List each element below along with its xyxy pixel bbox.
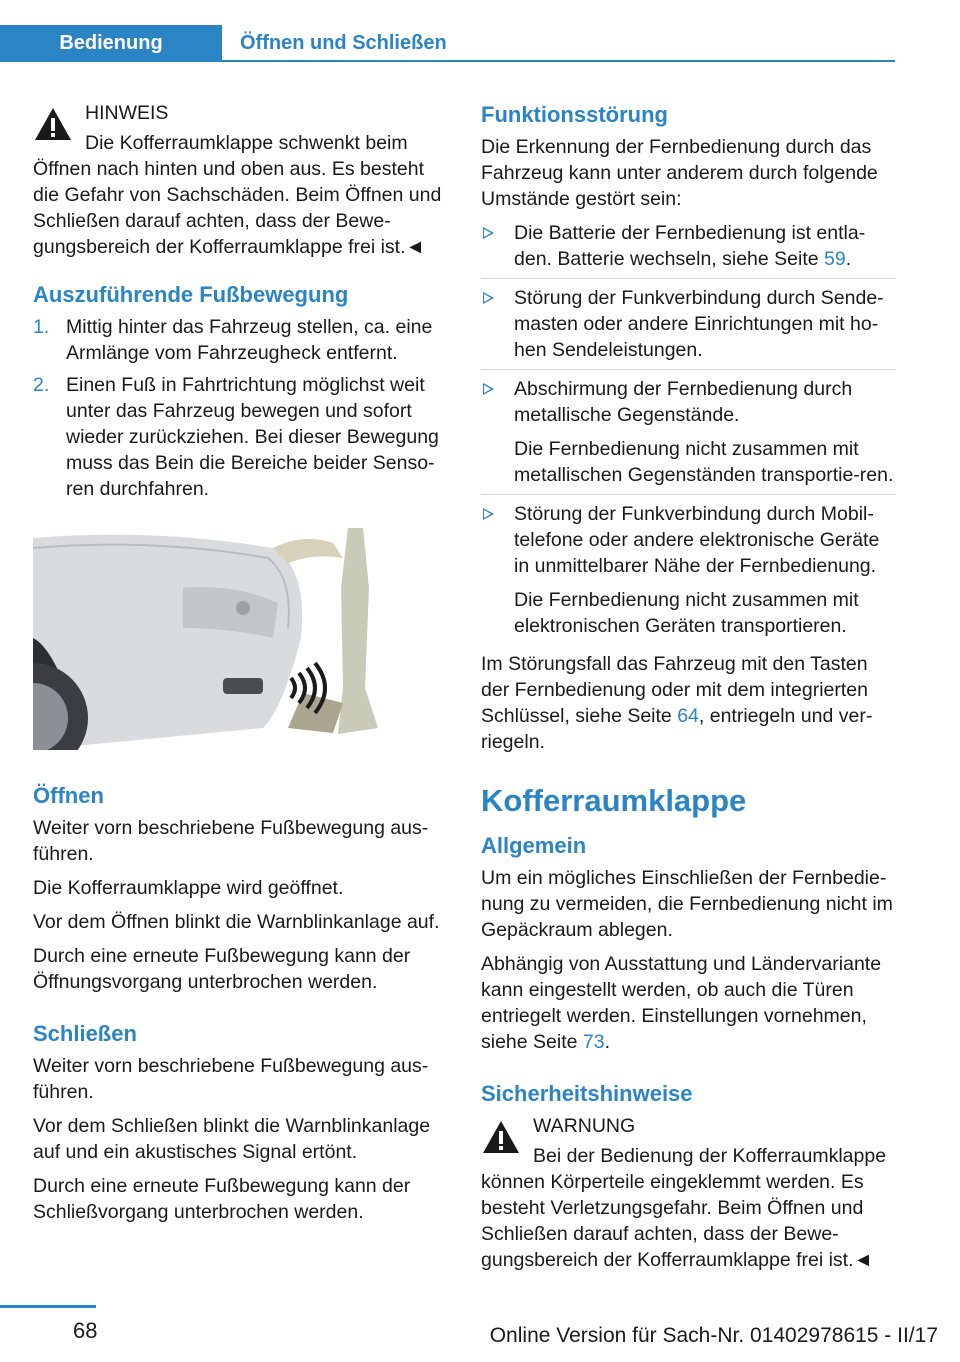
list-item	[481, 285, 896, 370]
online-version-text: Online Version für Sach-Nr. 01402978615 - II/17	[489, 1324, 938, 1347]
section-title-open: Öffnen	[33, 783, 104, 808]
page-link-59[interactable]: 59	[824, 248, 846, 270]
footer-rule	[0, 1305, 96, 1308]
notice-text: Öffnen nach hinten und oben aus. Es besteht die Gefahr von Sachschäden. Beim Öffnen und Schließen darauf achten, dass der Bewe-gungsbereich der Kofferraumklappe frei ist.◄	[33, 158, 442, 258]
page-header	[0, 0, 960, 62]
bullet-triangle-icon	[483, 292, 494, 304]
bullet-text: Die Batterie der Fernbedienung ist entla-den. Batterie wechseln, siehe Seite	[514, 222, 866, 270]
right-column	[481, 100, 896, 1293]
warning-box	[481, 1113, 896, 1273]
notice-text-first: Die Kofferraumklappe schwenkt beim	[85, 132, 408, 154]
bullet-subtext: Die Fernbedienung nicht zusammen mit elektronischen Geräten transportieren.	[514, 589, 859, 637]
step-item	[33, 372, 448, 502]
bullet-triangle-icon	[483, 383, 494, 395]
chapter-title-trunk: Kofferraumklappe	[481, 783, 747, 818]
step-text: Einen Fuß in Fahrtrichtung möglichst weit unter das Fahrzeug bewegen und sofort wieder zurückziehen. Bei dieser Bewegung muss das Bein die Bereiche beider Senso-ren durchfahren.	[66, 374, 439, 500]
warning-icon	[481, 1119, 521, 1155]
page-link-73[interactable]: 73	[582, 1031, 605, 1053]
warning-text-first: Bei der Bedienung der Kofferraumklappe	[533, 1145, 887, 1167]
page-link-64[interactable]: 64	[677, 705, 699, 727]
open-paragraph: Weiter vorn beschriebene Fußbewegung aus-führen.	[33, 817, 429, 865]
steps-list	[33, 314, 448, 502]
bullet-text: Abschirmung der Fernbedienung durch metallische Gegenstände.	[514, 378, 853, 426]
close-paragraph: Vor dem Schließen blinkt die Warnblinkanlage auf und ein akustisches Signal ertönt.	[33, 1115, 431, 1163]
bullet-text: Störung der Funkverbindung durch Sende-masten oder andere Einrichtungen mit ho-hen Sendeleistungen.	[514, 287, 884, 361]
foot-movement-illustration	[33, 528, 388, 750]
warning-icon	[33, 106, 73, 142]
step-number: 2.	[33, 374, 50, 396]
bullet-text: Störung der Funkverbindung durch Mobil-telefone oder andere elektronische Geräte in unmittelbarer Nähe der Fernbedienung.	[514, 503, 880, 577]
bullet-triangle-icon	[483, 227, 494, 239]
open-paragraph: Durch eine erneute Fußbewegung kann der Öffnungsvorgang unterbrochen werden.	[33, 945, 411, 993]
step-number: 1.	[33, 316, 50, 338]
notice-box	[33, 100, 448, 260]
step-text: Mittig hinter das Fahrzeug stellen, ca. eine Armlänge vom Fahrzeugheck entfernt.	[66, 316, 433, 364]
warning-title: WARNUNG	[533, 1115, 636, 1137]
warning-text: können Körperteile eingeklemmt werden. Es besteht Verletzungsgefahr. Beim Öffnen und Schließen darauf achten, dass der Bewe-gungsbereich der Kofferraumklappe frei ist.◄	[481, 1171, 873, 1271]
list-item	[481, 376, 896, 495]
page-number: 68	[73, 1318, 98, 1343]
step-item	[33, 314, 448, 366]
header-rule	[0, 60, 895, 62]
section-title-malfunction: Funktionsstörung	[481, 102, 668, 127]
section-tab-oeffnen-schliessen: Öffnen und Schließen	[240, 31, 447, 54]
close-paragraph: Weiter vorn beschriebene Fußbewegung aus-führen.	[33, 1055, 429, 1103]
open-paragraph: Die Kofferraumklappe wird geöffnet.	[33, 877, 344, 899]
section-tab-bedienung: Bedienung	[0, 25, 222, 61]
section-title-foot-movement: Auszuführende Fußbewegung	[33, 282, 349, 307]
close-paragraph: Durch eine erneute Fußbewegung kann der Schließvorgang unterbrochen werden.	[33, 1175, 411, 1223]
list-item: Die Batterie der Fernbedienung ist entla-den. Batterie wechseln, siehe Seite 59.	[481, 220, 896, 279]
fallback-paragraph: Im Störungsfall das Fahrzeug mit den Tasten der Fernbedienung oder mit dem integrierten Schlüssel, siehe Seite 64, entriegeln und ver-riegeln.	[481, 653, 873, 753]
bullet-triangle-icon	[483, 508, 494, 520]
malfunction-intro: Die Erkennung der Fernbedienung durch das Fahrzeug kann unter anderem durch folgende Umstände gestört sein:	[481, 136, 878, 210]
general-paragraph: Um ein mögliches Einschließen der Fernbedie-nung zu vermeiden, die Fernbedienung nicht im Gepäckraum ablegen.	[481, 867, 893, 941]
left-column	[33, 100, 448, 1233]
malfunction-list	[481, 220, 896, 645]
open-paragraph: Vor dem Öffnen blinkt die Warnblinkanlage auf.	[33, 911, 440, 933]
section-title-safety: Sicherheitshinweise	[481, 1081, 693, 1106]
list-item	[481, 501, 896, 645]
general-paragraph: Abhängig von Ausstattung und Ländervariante kann eingestellt werden, ob auch die Türen entriegelt werden. Einstellungen vornehmen, siehe Seite 73.	[481, 953, 882, 1053]
bullet-subtext: Die Fernbedienung nicht zusammen mit metallischen Gegenständen transportie-ren.	[514, 438, 894, 486]
section-title-close: Schließen	[33, 1021, 137, 1046]
notice-title: HINWEIS	[85, 102, 169, 124]
section-title-general: Allgemein	[481, 833, 587, 858]
